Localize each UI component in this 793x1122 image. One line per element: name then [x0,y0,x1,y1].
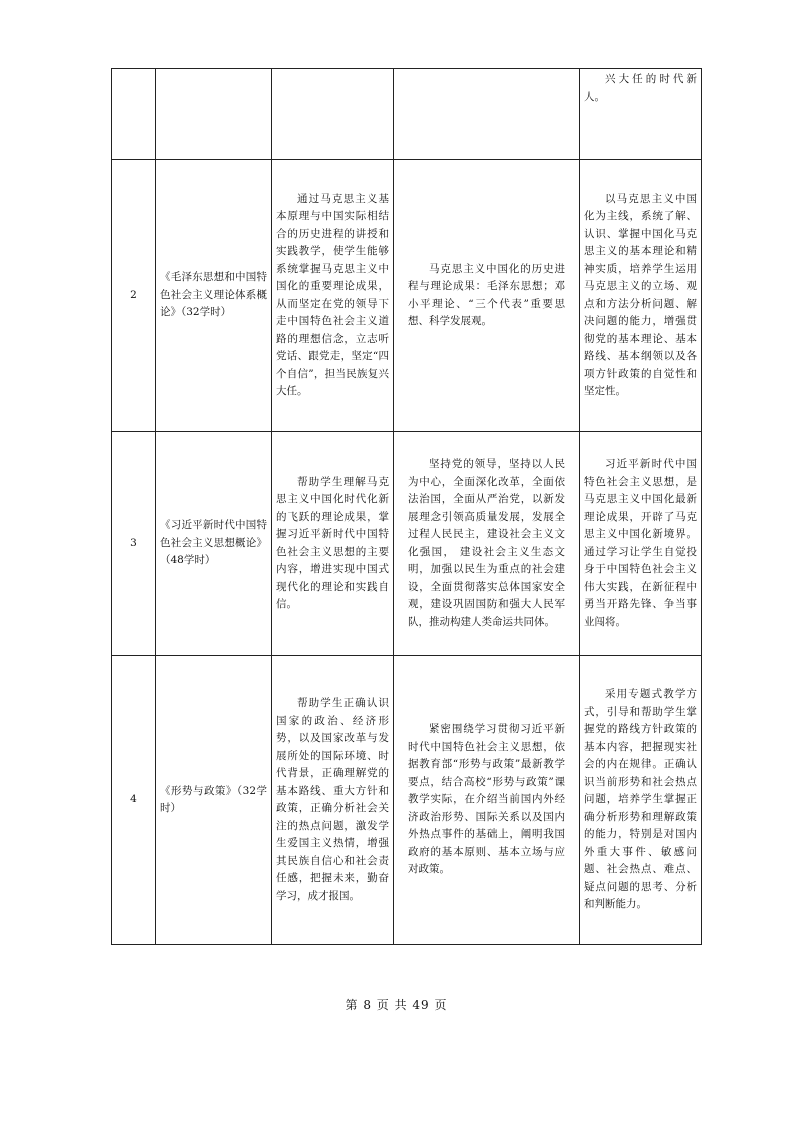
cell-course-name: 《形势与政策》（32学时） [156,656,272,945]
table-row [112,160,702,432]
cell-requirement: 习近平新时代中国特色社会主义思想，是马克思主义中国化最新理论成果，开辟了马克思主义中国化新境界。通过学习让学生自觉投身于中国特色社会主义伟大实践，在新征程中勇当开路先锋、争当事业闯将。 [580,432,702,656]
cell-requirement: 采用专题式教学方式，引导和帮助学生掌握党的路线方针政策的基本内容，把握现实社会的内在规律。正确认识当前形势和社会热点问题，培养学生掌握正确分析形势和理解政策的能力，特别是对国内外重大事件、敏感问题、社会热点、难点、疑点问题的思考、分析和判断能力。 [580,656,702,945]
table-row-continuation [112,69,702,160]
cell-objective: 通过马克思主义基本原理与中国实际相结合的历史进程的讲授和实践教学，使学生能够系统掌握马克思主义中国化的重要理论成果，从而坚定在党的领导下走中国特色社会主义道路的理想信念，立志听党话、跟党走，坚定“四个自信”，担当民族复兴大任。 [272,160,394,432]
cell-num: 3 [112,432,156,656]
cell-content: 紧密围绕学习贯彻习近平新时代中国特色社会主义思想，依据教育部“形势与政策”最新教学要点，结合高校“形势与政策”课教学实际，在介绍当前国内外经济政治形势、国际关系以及国内外热点事件的基础上，阐明我国政府的基本原则、基本立场与应对政策。 [394,656,580,945]
cell-course-name [156,69,272,160]
cell-objective: 帮助学生正确认识国家的政治、经济形势，以及国家改革与发展所处的国际环境、时代背景，正确理解党的基本路线、重大方针和政策，正确分析社会关注的热点问题，激发学生爱国主义热情，增强其民族自信心和社会责任感，把握未来，勤奋学习，成才报国。 [272,656,394,945]
table-row [112,432,702,656]
cell-course-name: 《毛泽东思想和中国特色社会主义理论体系概论》（32学时） [156,160,272,432]
cell-course-name: 《习近平新时代中国特色社会主义思想概论》（48学时） [156,432,272,656]
cell-objective [272,69,394,160]
cell-content: 坚持党的领导，坚持以人民为中心，全面深化改革，全面依法治国，全面从严治党，以新发展理念引领高质量发展，发展全过程人民民主，建设社会主义文化强国， 建设社会主义生态文明，加强以民生为重点的社会建设，全面贯彻落实总体国家安全观，建设巩固国防和强大人民军队，推动构建人类命运共同体。 [394,432,580,656]
course-table [111,68,702,945]
cell-num: 2 [112,160,156,432]
cell-objective: 帮助学生理解马克思主义中国化时代化新的飞跃的理论成果，掌握习近平新时代中国特色社会主义思想的主要内容，增进实现中国式现代化的理论和实践自信。 [272,432,394,656]
cell-content [394,69,580,160]
page-footer: 第 8 页 共 49 页 [345,998,448,1012]
cell-requirement: 以马克思主义中国化为主线，系统了解、认识、掌握中国化马克思主义的基本理论和精神实质，培养学生运用马克思主义的立场、观点和方法分析问题、解决问题的能力，增强贯彻党的基本理论、基本路线、基本纲领以及各项方针政策的自觉性和坚定性。 [580,160,702,432]
cell-requirement: 兴大任的时代新人。 [580,69,702,160]
cell-content: 马克思主义中国化的历史进程与理论成果：毛泽东思想；邓小平理论、“三个代表”重要思想、科学发展观。 [394,160,580,432]
cell-num [112,69,156,160]
table-row [112,656,702,945]
cell-num: 4 [112,656,156,945]
